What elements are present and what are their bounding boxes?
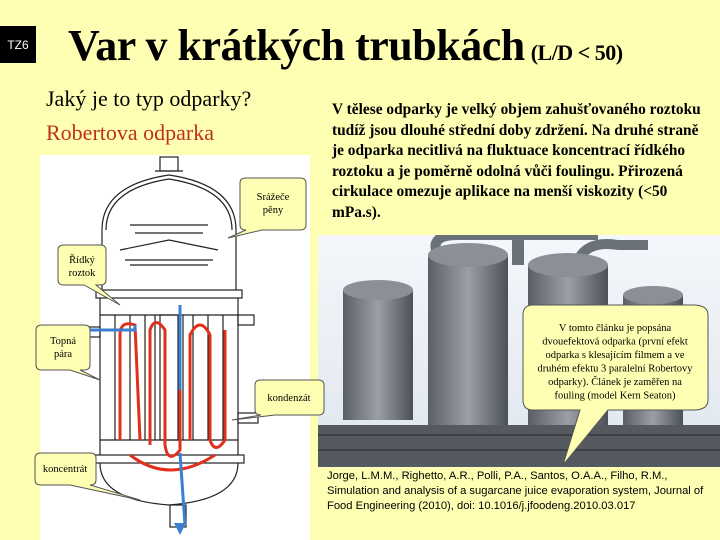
slide-number-badge: TZ6: [0, 26, 36, 63]
para-label: pára: [53, 349, 73, 360]
title-suffix: (L/D < 50): [530, 40, 623, 65]
koncentrat-label: koncentrát: [42, 464, 88, 475]
ridky-label: Řídký: [69, 255, 95, 266]
answer-text: Robertova odparka: [46, 120, 214, 145]
title-main: Var v krátkých trubkách: [68, 21, 525, 70]
reference-citation: Jorge, L.M.M., Righetto, A.R., Polli, P.A., Santos, O.A.A., Filho, R.M., Simulation and analysis of a sugarcane juice evaporation system, Journal of Food Engineering (2010), doi: 10.1016/j.jfoodeng.2010.03.017: [327, 470, 704, 512]
svg-text:druhém efektu 3 paralelní Robe: druhém efektu 3 paralelní Robertovy: [537, 363, 693, 375]
description-paragraph: V tělese odparky je velký objem zahušťovaného roztoku tudíž jsou dlouhé střední doby zdržení. Na druhé straně je odparka necitlivá na fluktuace koncentrací řídkého roztoku a je poměrně odolná vůči foulingu. Přirozená cirkulace omezuje aplikace na menší viskozity (<50 mPa.s).: [332, 101, 701, 221]
callout-koncentrat: [35, 453, 140, 500]
kondenzat-label: kondenzát: [267, 393, 311, 404]
question-text: Jaký je to typ odparky?: [46, 86, 252, 111]
topna-label: Topná: [49, 336, 77, 347]
peny-label: pěny: [262, 205, 284, 216]
svg-text:fouling (model Kern Seaton): fouling (model Kern Seaton): [554, 390, 676, 402]
svg-text:odparka s klesajícím filmem a: odparka s klesajícím filmem a ve: [545, 350, 685, 361]
roztok-label: roztok: [68, 268, 96, 279]
svg-text:V tomto článku je popsána: V tomto článku je popsána: [558, 323, 672, 334]
svg-text:odparky). Článek je zaměřen na: odparky). Článek je zaměřen na: [548, 377, 682, 388]
svg-text:dvouefektová odparka (první ef: dvouefektová odparka (první efekt: [542, 336, 688, 348]
srazece-label: Srážeče: [256, 192, 290, 203]
